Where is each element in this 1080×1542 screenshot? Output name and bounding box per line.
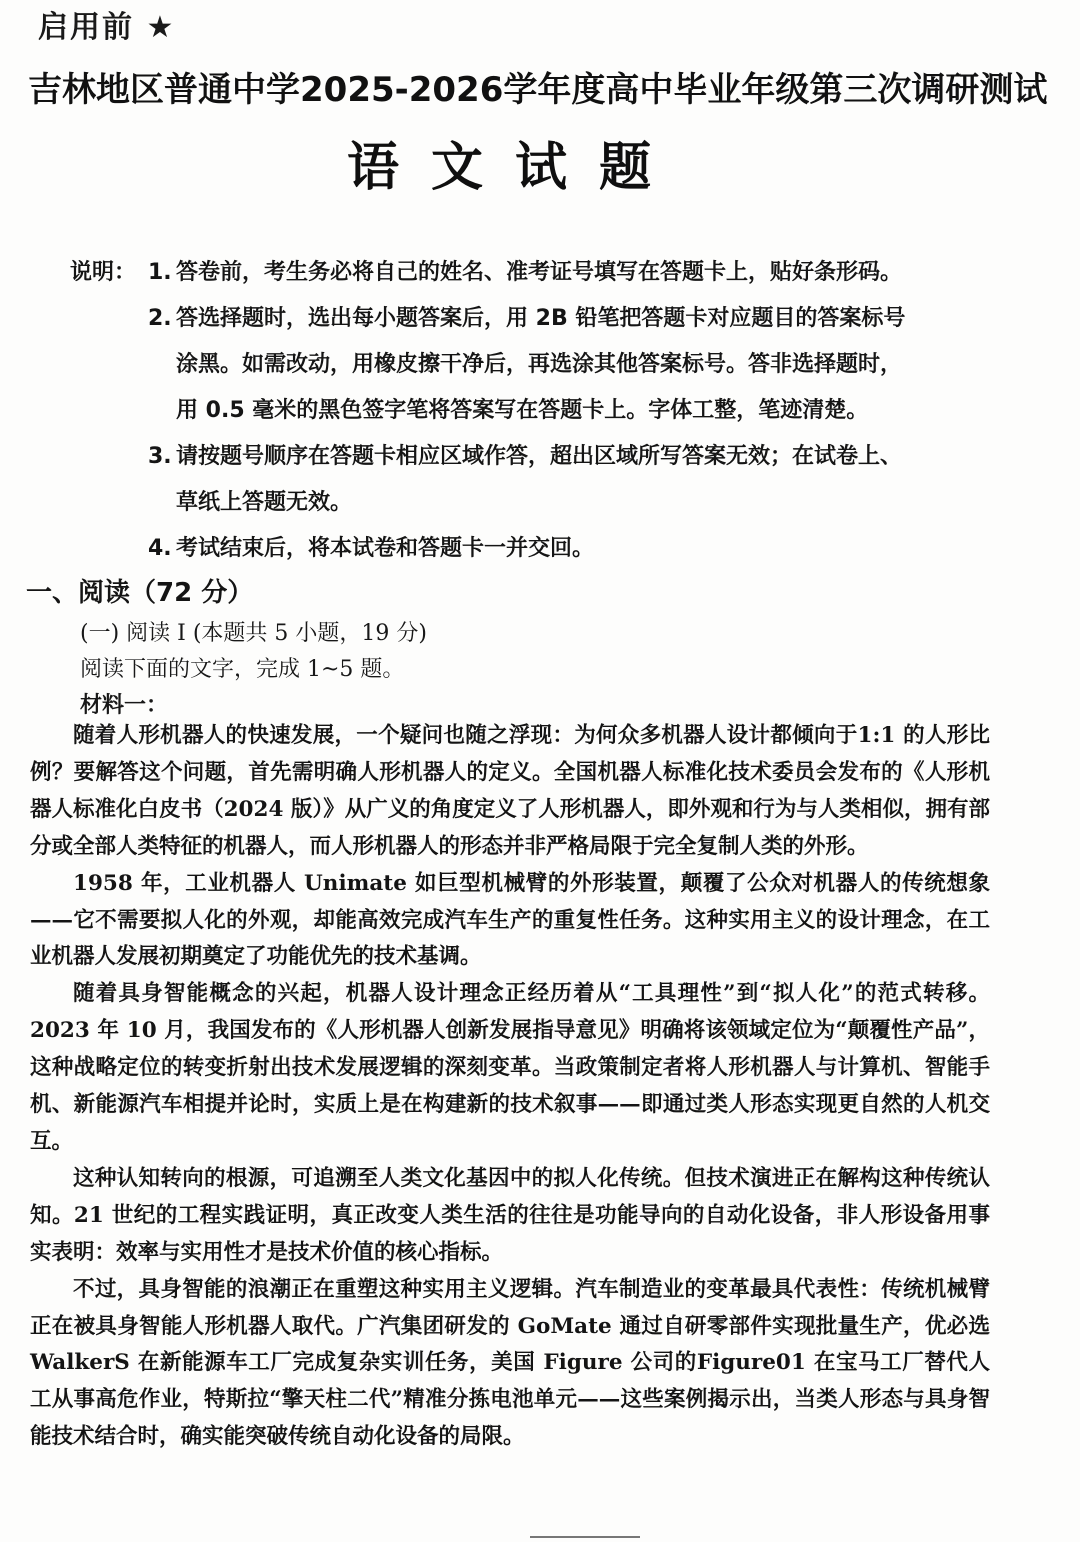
instruction-item-1 — [70, 250, 1030, 296]
passage-paragraph: 随着人形机器人的快速发展，一个疑问也随之浮现：为何众多机器人设计都倾向于1:1 的人形比例？要解答这个问题，首先需明确人形机器人的定义。全国机器人标准化技术委员会发布的《人形机器人标准化白皮书（2024 版）》从广义的角度定义了人形机器人，即外观和行为与人类相似，拥有部分或全部人类特征的机器人，而人形机器人的形态并非严格局限于完全复制人类的外形。 — [30, 723, 990, 859]
instruction-text: 请按题号顺序在答题卡相应区域作答，超出区域所写答案无效；在试卷上、 — [176, 444, 903, 469]
exam-title: 吉林地区普通中学2025-2026学年度高中毕业年级第三次调研测试 — [28, 70, 1048, 110]
instruction-number: 3. — [148, 444, 172, 469]
page-footer-mark — [530, 1528, 660, 1542]
confidential-mark: 启用前 ★ — [38, 10, 176, 45]
passage-paragraph: 不过，具身智能的浪潮正在重塑这种实用主义逻辑。汽车制造业的变革最具代表性：传统机械臂正在被具身智能人形机器人取代。广汽集团研发的 GoMate 通过自研零部件实现批量生产，优必选 WalkerS 在新能源车工厂完成复杂实训任务，美国 Figure 公司的Figure01 在宝马工厂替代人工从事高危作业，特斯拉“擎天柱二代”精准分拣电池单元——这些案例揭示出，当类人形态与具身智能技术结合时，确实能突破传统自动化设备的局限。 — [30, 1276, 990, 1450]
instruction-text: 用 0.5 毫米的黑色签字笔将答案写在答题卡上。字体工整，笔迹清楚。 — [176, 398, 869, 423]
instruction-text: 答卷前，考生务必将自己的姓名、准考证号填写在答题卡上，贴好条形码。 — [176, 260, 903, 285]
reading-passage — [30, 718, 990, 1456]
section-heading: 一、阅读（72 分） — [26, 578, 254, 608]
reading-direction: 阅读下面的文字，完成 1~5 题。 — [80, 657, 405, 682]
instruction-number: 4. — [148, 536, 172, 561]
instructions — [70, 250, 1030, 572]
instruction-text: 涂黑。如需改动，用橡皮擦干净后，再选涂其他答案标号。答非选择题时， — [176, 352, 903, 377]
instruction-text: 考试结束后，将本试卷和答题卡一并交回。 — [176, 536, 595, 561]
instruction-item-4 — [70, 526, 1030, 572]
instruction-number: 2. — [148, 306, 172, 331]
instruction-item-3 — [70, 434, 1030, 480]
footer-rule — [530, 1536, 640, 1538]
instruction-item-2 — [70, 296, 1030, 342]
material-label: 材料一： — [80, 692, 169, 718]
subject-title: 语文试题 — [346, 137, 683, 198]
instruction-number: 1. — [148, 260, 172, 285]
instruction-text: 草纸上答题无效。 — [176, 490, 353, 515]
reading-subheading: (一) 阅读 I (本题共 5 小题，19 分) — [80, 621, 427, 646]
passage-paragraph: 这种认知转向的根源，可追溯至人类文化基因中的拟人化传统。但技术演进正在解构这种传统认知。21 世纪的工程实践证明，真正改变人类生活的往往是功能导向的自动化设备，非人形设备用事实表明：效率与实用性才是技术价值的核心指标。 — [30, 1165, 990, 1265]
passage-paragraph: 随着具身智能概念的兴起，机器人设计理念正经历着从“工具理性”到“拟人化”的范式转移。2023 年 10 月，我国发布的《人形机器人创新发展指导意见》明确将该领域定位为“颠覆性产品”，这种战略定位的转变折射出技术发展逻辑的深刻变革。当政策制定者将人形机器人与计算机、智能手机、新能源汽车相提并论时，实质上是在构建新的技术叙事——即通过类人形态实现更自然的人机交互。 — [30, 981, 990, 1154]
passage-paragraph: 1958 年，工业机器人 Unimate 如巨型机械臂的外形装置，颠覆了公众对机器人的传统想象——它不需要拟人化的外观，却能高效完成汽车生产的重复性任务。这种实用主义的设计理念，在工业机器人发展初期奠定了功能优先的技术基调。 — [30, 870, 990, 970]
instructions-label: 说明： — [70, 260, 137, 285]
instruction-text: 答选择题时，选出每小题答案后，用 2B 铅笔把答题卡对应题目的答案标号 — [176, 306, 906, 331]
